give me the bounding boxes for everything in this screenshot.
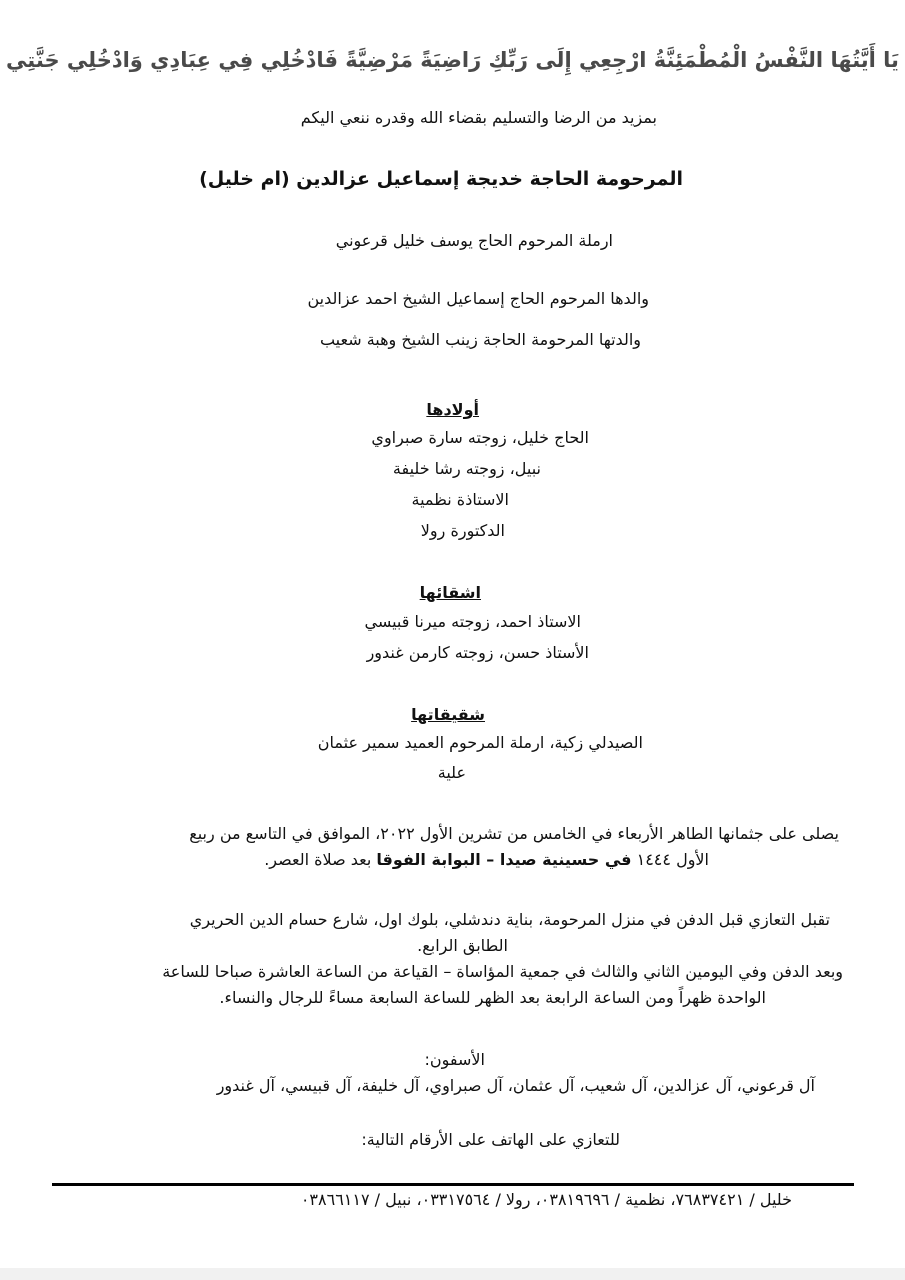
mourners-heading: الأسفون: (424, 1050, 485, 1069)
funeral-prayer-line1: يصلى على جثمانها الطاهر الأربعاء في الخامس من تشرين الأول ٢٠٢٢، الموافق في التاسع من ربيع (189, 824, 839, 843)
intro-text: بمزيد من الرضا والتسليم بقضاء الله وقدره ننعي اليكم (300, 108, 657, 127)
brother-item: الأستاذ حسن، زوجته كارمن غندور (366, 643, 589, 662)
quran-verse: يَا أَيَّتُهَا النَّفْسُ الْمُطْمَئِنَّةُ ارْجِعِي إِلَى رَبِّكِ رَاضِيَةً مَرْضِيَّةً فَادْخُلِي فِي عِبَادِي وَادْخُلِي جَنَّتِي (6, 48, 899, 72)
children-heading: أولادها (426, 400, 479, 419)
condolence-line2: الطابق الرابع. (417, 936, 508, 955)
funeral-time-text: بعد صلاة العصر. (264, 850, 377, 869)
condolence-line3: وبعد الدفن وفي اليومين الثاني والثالث في جمعية المؤاساة – القياعة من الساعة العاشرة صباحا للساعة (162, 962, 843, 981)
deceased-name: المرحومة الحاجة خديجة إسماعيل عزالدين (ام خليل) (199, 168, 683, 190)
phone-intro: للتعازي على الهاتف على الأرقام التالية: (361, 1130, 620, 1149)
phone-numbers: خليل / ٧٦٨٣٧٤٢١، نظمية / ٠٣٨١٩٦٩٦، رولا / ٠٣٣١٧٥٦٤، نبيل / ٠٣٨٦٦١١٧ (300, 1190, 792, 1209)
funeral-prayer-line2 (264, 850, 709, 869)
sister-item: الصيدلي زكية، ارملة المرحوم العميد سمير عثمان (317, 733, 643, 752)
condolence-line4: الواحدة ظهراً ومن الساعة الرابعة بعد الظهر للساعة السابعة مساءً للرجال والنساء. (219, 988, 766, 1007)
funeral-location: في حسينية صيدا – البوابة الفوقا (376, 850, 632, 869)
child-item: الدكتورة رولا (420, 521, 505, 540)
divider-line (52, 1183, 854, 1186)
father-text: والدها المرحوم الحاج إسماعيل الشيخ احمد عزالدين (307, 289, 649, 308)
sister-item: علية (437, 763, 466, 782)
condolence-line1: تقبل التعازي قبل الدفن في منزل المرحومة، بناية دندشلي، بلوك اول، شارع حسام الدين الحريري (189, 910, 830, 929)
sisters-heading: شقيقاتها (411, 705, 485, 724)
mourner-families: آل قرعوني، آل عزالدين، آل شعيب، آل عثمان، آل صبراوي، آل خليفة، آل قبيسي، آل غندور (216, 1076, 815, 1095)
widow-of-text: ارملة المرحوم الحاج يوسف خليل قرعوني (335, 231, 613, 250)
brother-item: الاستاذ احمد، زوجته ميرنا قبيسي (364, 612, 581, 631)
brothers-heading: اشقائها (419, 583, 481, 602)
child-item: الاستاذة نظمية (411, 490, 509, 509)
mother-text: والدتها المرحومة الحاجة زينب الشيخ وهبة شعيب (319, 330, 641, 349)
child-item: نبيل، زوجته رشا خليفة (392, 459, 541, 478)
funeral-year-text: الأول ١٤٤٤ (631, 850, 709, 869)
child-item: الحاج خليل، زوجته سارة صبراوي (371, 428, 589, 447)
